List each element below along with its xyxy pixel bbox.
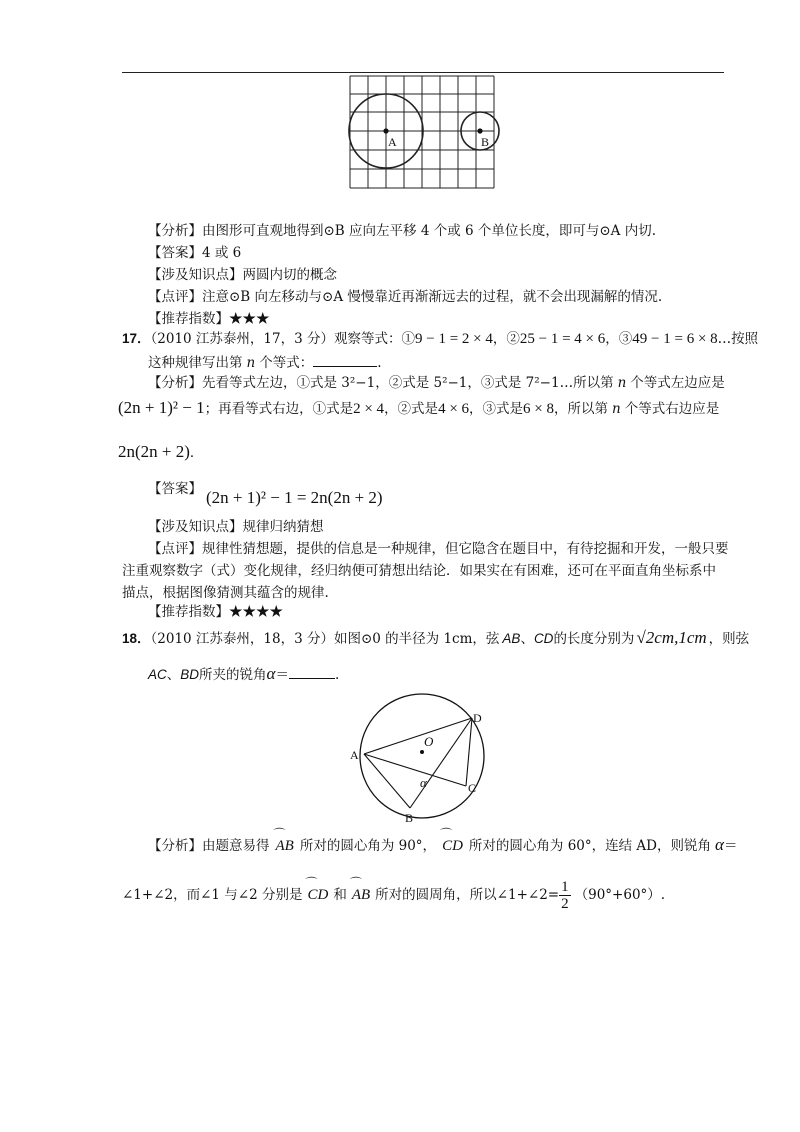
- p18-line1-end: ，则弦: [708, 631, 750, 647]
- p17-line1-end: …按照: [717, 331, 759, 347]
- fig2-label-c: C: [468, 781, 477, 795]
- p18-an2-text3: 所对的圆周角，所以∠1+∠2=: [375, 887, 560, 903]
- fig1-label-b: B: [481, 135, 490, 149]
- p18-an1-text2: 所对的圆心角为 90°，: [299, 838, 437, 854]
- s16-comment: 【点评】注意⊙B 向左移动与⊙A 慢慢靠近再渐渐远去的过程，就不会出现漏解的情况.: [148, 289, 663, 305]
- p17-an2-m3: 6 × 8: [523, 401, 554, 417]
- p17-answer-math: (2n + 1)² − 1 = 2n(2n + 2): [206, 488, 383, 507]
- fig1-label-a: A: [388, 135, 397, 149]
- p17-comment-line1: 【点评】规律性猜想题，提供的信息是一种规律，但它隐含在题目中，有待挖掘和开发，一般只要: [148, 541, 729, 557]
- p17-analysis-line1: [148, 374, 725, 392]
- p18-number: 18．: [122, 631, 151, 646]
- p18-an1-end: ＝: [723, 838, 738, 854]
- p17-an2-text3: ，③式是: [469, 401, 524, 417]
- p17-an2-m2: 4 × 6: [438, 401, 470, 417]
- p18-line1: [122, 626, 749, 651]
- p18-an1-text: 【分析】由题意易得: [148, 838, 270, 854]
- p17-an2-math: (2n + 1)² − 1: [118, 398, 205, 417]
- fig2-label-a: A: [350, 748, 359, 762]
- p18-an2-text: ∠1+∠2，而∠1 与∠2 分别是: [122, 887, 303, 903]
- p17-comment-line2: 注重观察数字（式）变化规律，经归纳便可猜想出结论．如果实在有困难，还可在平面直角坐标系中: [122, 563, 716, 579]
- p17-rating: 【推荐指数】★★★★: [148, 604, 283, 620]
- p18-analysis-line2: [122, 878, 665, 912]
- p17-eq1: 9 − 1 = 2 × 4: [415, 331, 493, 347]
- p17-an1-text: 【分析】先看等式左边，①式是 3²−1，②式是 5²−1，③式是 7²−1…所以第: [148, 375, 614, 391]
- p18-answer-blank: [289, 664, 335, 679]
- p17-an2-end: 个等式右边应是: [624, 401, 720, 417]
- p17-an2-text: ；再看等式右边，①式是: [204, 401, 354, 417]
- p17-line1: [122, 330, 758, 348]
- p18-an2-text2: 和: [333, 887, 347, 903]
- p18-line2-end: .: [334, 667, 340, 683]
- p17-eq3: 49 − 1 = 6 × 8: [632, 331, 718, 347]
- p17-an1-n: n: [617, 375, 627, 391]
- p17-intro: （2010 江苏泰州，17，3 分）观察等式：①: [150, 331, 415, 347]
- p17-an3-end: ．: [189, 445, 204, 461]
- p18-an1-arc-ab: ⌒ AB: [276, 833, 294, 859]
- p17-answer-label: 【答案】: [148, 481, 202, 497]
- p17-line2-text2: 个等式：: [259, 355, 314, 371]
- fig2-label-b: B: [405, 811, 414, 824]
- s16-rating: 【推荐指数】★★★: [148, 311, 270, 327]
- p17-line2-end: .: [377, 355, 382, 371]
- p18-an2-arc-cd: ⌒ CD: [308, 878, 329, 912]
- p18-fraction: [559, 879, 571, 912]
- p18-frac-denominator: 2: [561, 896, 569, 912]
- p18-ac: AC: [148, 667, 167, 682]
- p18-line2-sep: 、: [166, 667, 181, 683]
- p17-number: 17．: [122, 331, 151, 346]
- s16-answer: 【答案】4 或 6: [148, 245, 242, 261]
- p17-analysis-line3: [118, 440, 203, 465]
- p17-line2: [148, 352, 382, 372]
- fig2-label-alpha: α: [420, 775, 427, 790]
- p18-an1-arc-cd: ⌒ CD: [442, 833, 463, 859]
- p17-an2-m1: 2 × 4: [353, 401, 385, 417]
- p18-sep: 、: [520, 631, 534, 647]
- p17-analysis-line2: [118, 396, 719, 421]
- circle-chords-figure: [342, 688, 502, 824]
- fig2-label-d: D: [473, 711, 482, 725]
- p17-answer-blank: [313, 352, 377, 367]
- fig2-label-o: O: [424, 734, 434, 749]
- p17-an1-end: 个等式左边应是: [630, 375, 725, 391]
- p18-an1-text3: 所对的圆心角为 60°，连结 AD，则锐角: [468, 838, 711, 854]
- p18-an1-alpha: α: [715, 835, 724, 854]
- p18-line1-text: 的长度分别为: [553, 631, 635, 647]
- p18-analysis-line1: [148, 832, 737, 859]
- p17-an2-n: n: [612, 401, 621, 417]
- p18-cd: CD: [533, 631, 554, 646]
- p18-ab: AB: [502, 631, 521, 646]
- p18-line2: [148, 664, 339, 684]
- p18-bd: BD: [180, 667, 200, 682]
- p17-knowledge: 【涉及知识点】规律归纳猜想: [148, 519, 324, 535]
- p17-an2-text2: ，②式是: [384, 401, 439, 417]
- grid-circles-figure: [346, 74, 506, 190]
- p17-sep2: ，③: [605, 331, 633, 347]
- p18-line2-eq: ＝: [275, 667, 289, 683]
- header-rule: [122, 72, 724, 73]
- p17-sep1: ，②: [492, 331, 520, 347]
- s16-knowledge: 【涉及知识点】两圆内切的概念: [148, 267, 337, 283]
- p18-intro: （2010 江苏泰州，18，3 分）如图⊙0 的半径为 1cm，弦: [150, 631, 500, 647]
- p18-alpha: α: [266, 664, 276, 683]
- p17-line2-text: 这种规律写出第: [148, 355, 243, 371]
- p17-an3-math: 2n(2n + 2): [118, 442, 190, 461]
- p18-frac-numerator: 1: [561, 879, 569, 895]
- p17-n: n: [246, 355, 256, 371]
- p17-an2-text4: ，所以第: [554, 401, 608, 417]
- p17-eq2: 25 − 1 = 4 × 6: [519, 331, 606, 347]
- p18-line2-text: 所夹的锐角: [199, 667, 267, 683]
- p18-an2-end: （90°+60°）.: [574, 887, 666, 903]
- p18-line1-math: √2cm,1cm: [636, 628, 707, 647]
- p17-answer-line: [148, 476, 383, 507]
- p17-comment-line3: 描点，根据图像猜测其蕴含的规律.: [122, 585, 329, 601]
- s16-analysis: 【分析】由图形可直观地得到⊙B 应向左平移 4 个或 6 个单位长度，即可与⊙A 内切.: [148, 223, 657, 239]
- p18-an2-arc-ab: ⌒ AB: [352, 878, 370, 912]
